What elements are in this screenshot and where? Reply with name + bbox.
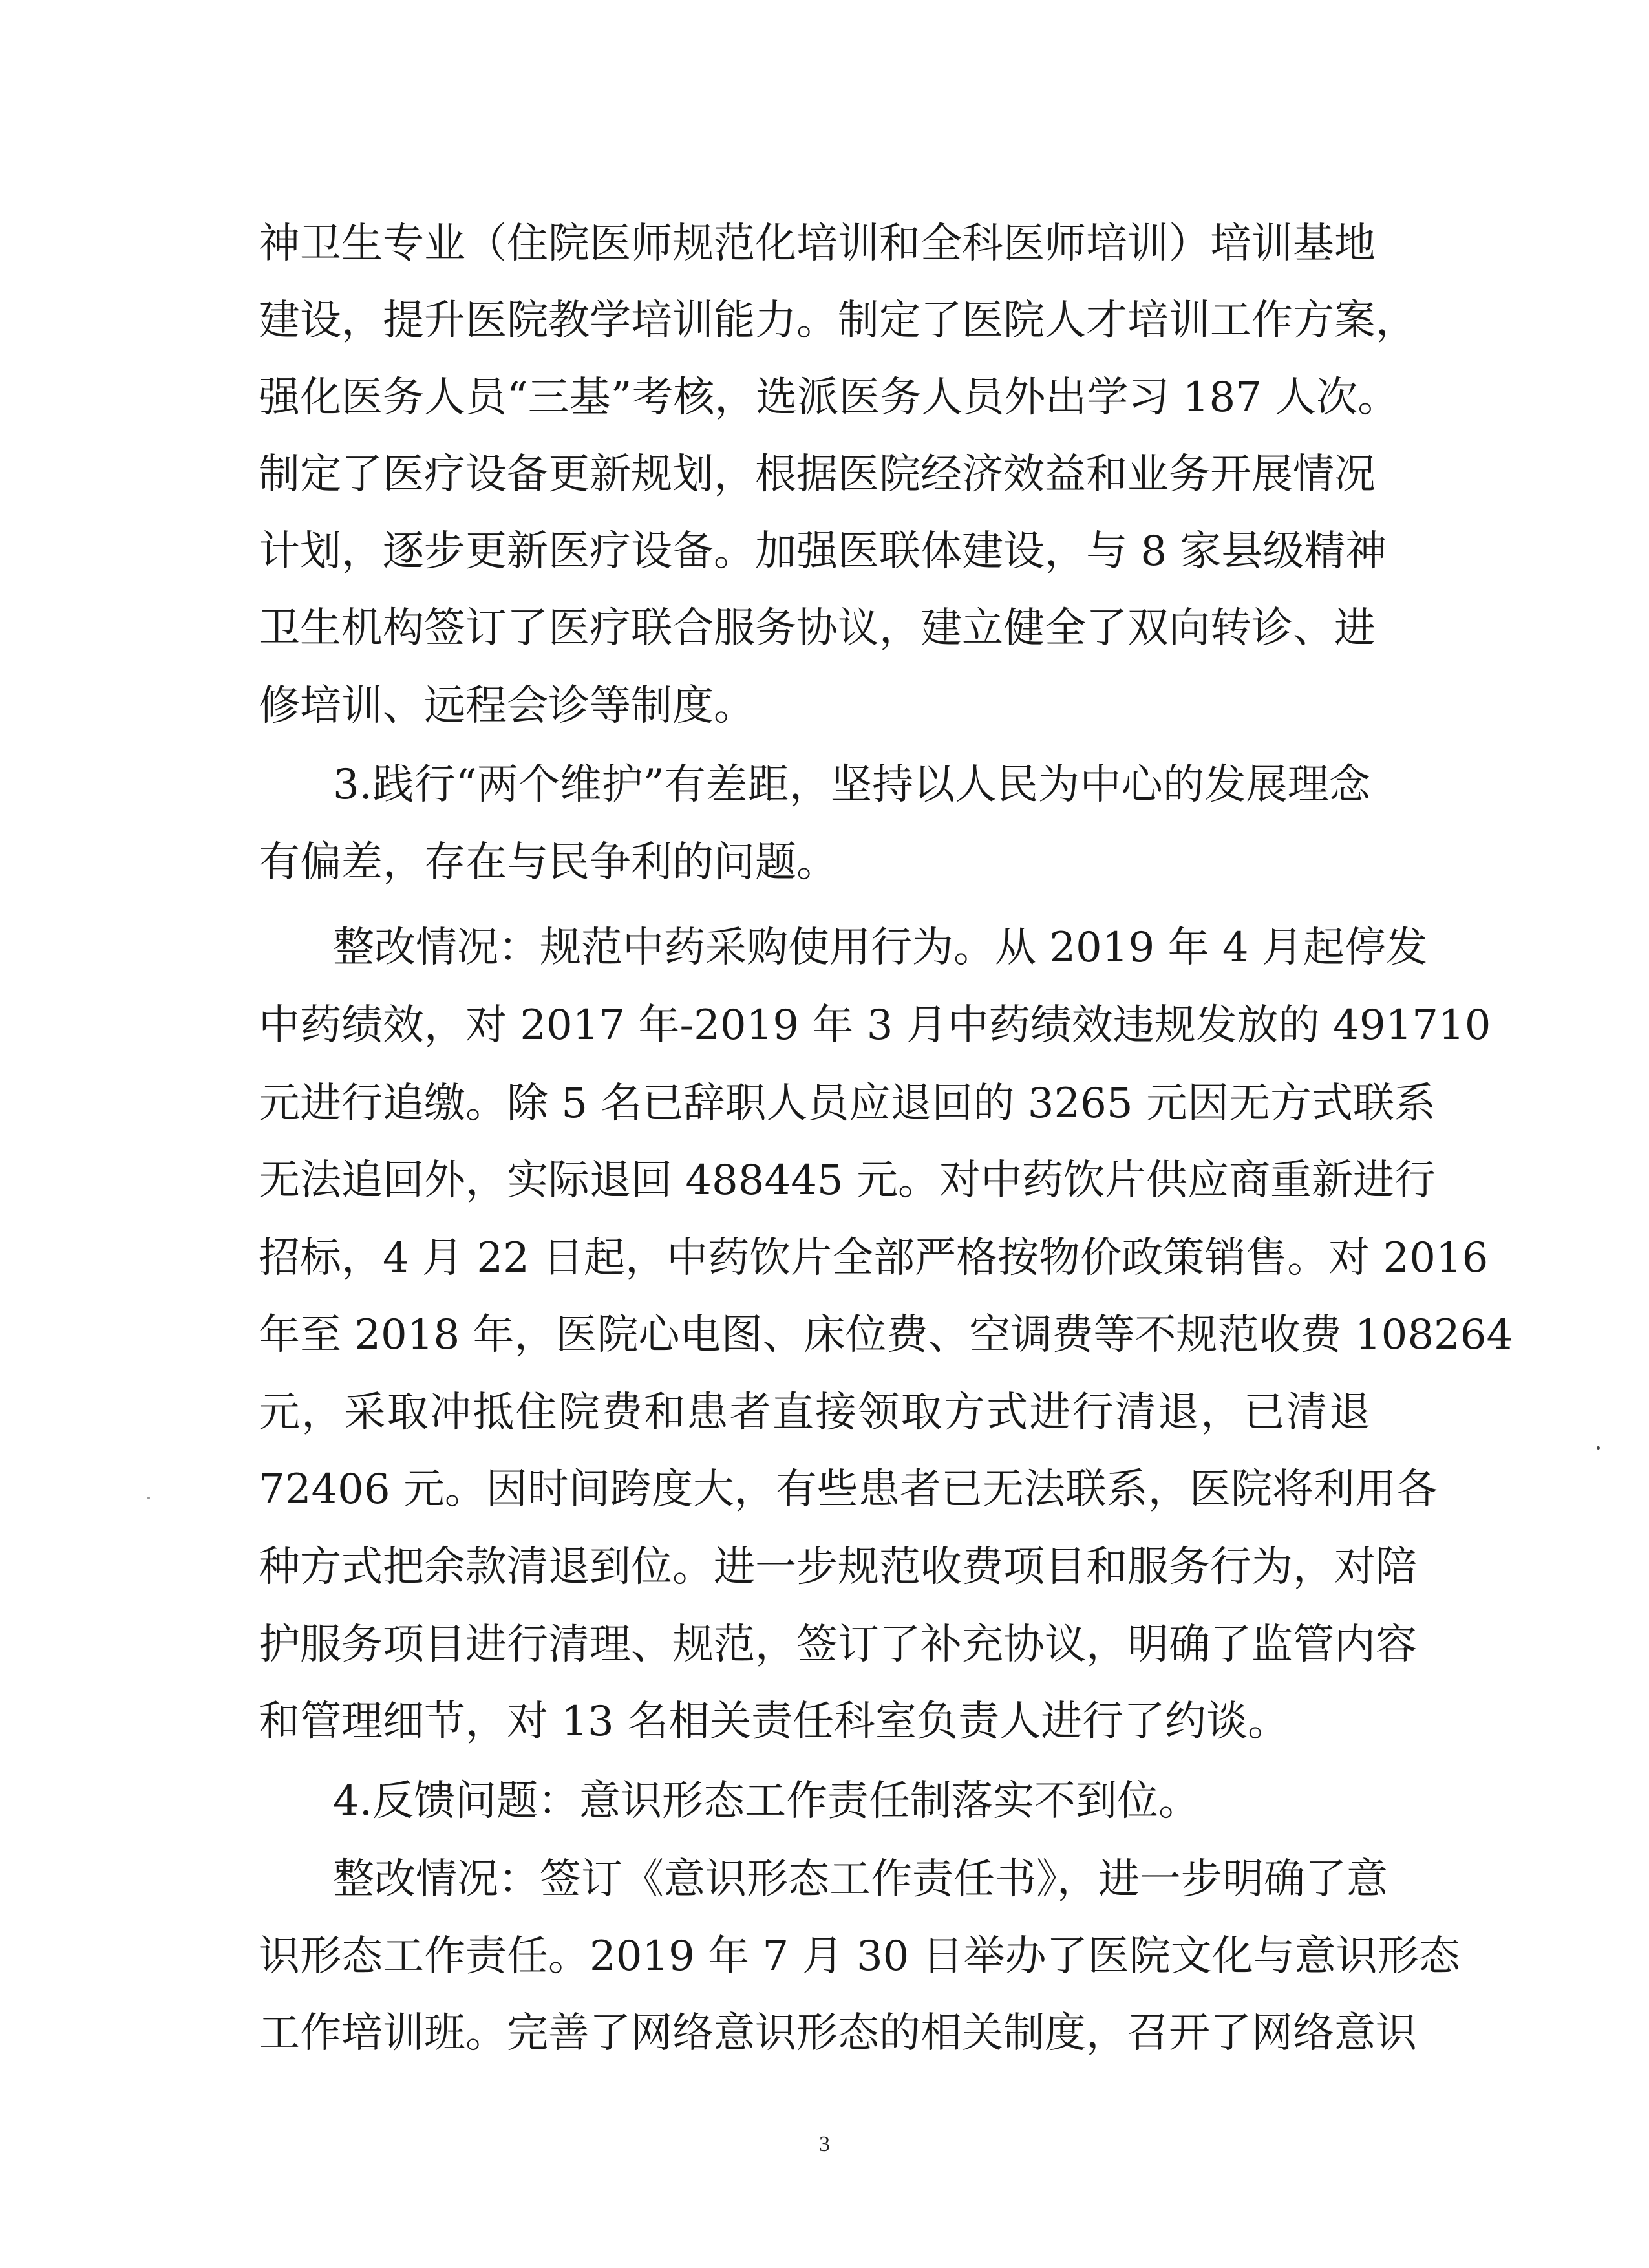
scan-speck: [1597, 1446, 1600, 1450]
text-line-15: 年至 2018 年，医院心电图、床位费、空调费等不规范收费 108264: [259, 1311, 1513, 1359]
text-line-7: 修培训、远程会诊等制度。: [259, 682, 755, 730]
text-line-19: 护服务项目进行清理、规范，签订了补充协议，明确了监管内容: [259, 1621, 1417, 1669]
text-line-13: 无法追回外，实际退回 488445 元。对中药饮片供应商重新进行: [259, 1157, 1436, 1204]
text-line-24: 工作培训班。完善了网络意识形态的相关制度，召开了网络意识: [259, 2009, 1417, 2057]
text-line-18: 种方式把余款清退到位。进一步规范收费项目和服务行为，对陪: [259, 1543, 1417, 1591]
scan-speck: [147, 1497, 150, 1499]
text-line-3: 强化医务人员“三基”考核，选派医务人员外出学习 187 人次。: [259, 374, 1399, 422]
text-line-23: 识形态工作责任。2019 年 7 月 30 日举办了医院文化与意识形态: [259, 1932, 1460, 1980]
section-heading-4: 4.反馈问题：意识形态工作责任制落实不到位。: [333, 1777, 1200, 1825]
text-line-5: 计划，逐步更新医疗设备。加强医联体建设，与 8 家县级精神: [259, 528, 1387, 575]
page-number: 3: [819, 2132, 830, 2156]
text-line-14: 招标，4 月 22 日起，中药饮片全部严格按物价政策销售。对 2016: [259, 1234, 1489, 1282]
text-line-11: 中药绩效，对 2017 年-2019 年 3 月中药绩效违规发放的 491710: [259, 1001, 1491, 1049]
text-line-2: 建设，提升医院教学培训能力。制定了医院人才培训工作方案，: [259, 297, 1417, 345]
text-line-20: 和管理细节，对 13 名相关责任科室负责人进行了约谈。: [259, 1698, 1290, 1746]
text-line-6: 卫生机构签订了医疗联合服务协议，建立健全了双向转诊、进: [259, 604, 1376, 652]
text-line-9: 有偏差，存在与民争利的问题。: [259, 839, 838, 886]
section-heading-3: 3.践行“两个维护”有差距，坚持以人民为中心的发展理念: [333, 761, 1370, 809]
text-line-16: 元，采取冲抵住院费和患者直接领取方式进行清退，已清退: [259, 1389, 1370, 1437]
text-line-17: 72406 元。因时间跨度大，有些患者已无法联系，医院将利用各: [259, 1466, 1438, 1514]
text-line-4: 制定了医疗设备更新规划，根据医院经济效益和业务开展情况: [259, 451, 1376, 498]
text-line-1: 神卫生专业（住院医师规范化培训和全科医师培训）培训基地: [259, 220, 1376, 268]
rectification-paragraph-4-start: 整改情况：签订《意识形态工作责任书》，进一步明确了意: [333, 1856, 1388, 1903]
text-line-12: 元进行追缴。除 5 名已辞职人员应退回的 3265 元因无方式联系: [259, 1080, 1436, 1128]
rectification-paragraph-start: 整改情况：规范中药采购使用行为。从 2019 年 4 月起停发: [333, 924, 1427, 972]
